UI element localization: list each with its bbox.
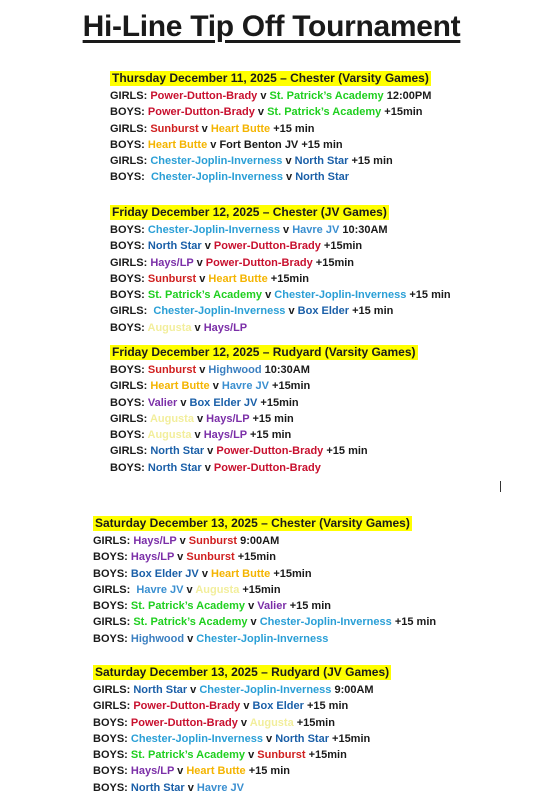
team-name: Havre JV [136,583,184,596]
versus-separator: v [207,138,220,151]
schedule-section [93,514,436,647]
versus-separator: v [245,749,258,762]
versus-separator: v [174,765,187,778]
team-name: Heart Butte [186,765,246,778]
versus-separator: v [177,396,190,409]
team-name: St. Patrick’s Academy [267,106,382,119]
game-division: BOYS: [93,781,131,794]
team-name: Sunburst [147,364,197,376]
game-division: BOYS: [110,171,151,184]
game-row [110,378,418,394]
versus-separator: v [184,632,197,645]
versus-separator: v [193,256,206,269]
versus-separator: v [201,240,214,253]
team-name: St. Patrick’s Academy [130,600,246,613]
versus-separator: v [262,289,275,302]
game-row [110,238,451,254]
team-name: Chester-Joplin-Inverness [153,305,286,318]
team-name: Fort Benton JV [219,138,299,151]
team-name: Augusta [195,583,240,596]
game-time: 12:00PM [383,90,432,102]
versus-separator: v [209,380,222,393]
versus-separator: v [183,583,196,596]
game-time: +15min [267,272,309,285]
game-row [110,169,431,185]
team-name: Sunburst [147,272,197,285]
game-time: +15min [239,583,281,596]
game-division: GIRLS: [93,535,134,547]
schedule-section [110,343,418,476]
game-division: BOYS: [93,765,131,778]
team-name: Chester-Joplin-Inverness [150,171,283,184]
versus-separator: v [184,781,197,794]
game-division: BOYS: [93,551,131,564]
game-division: GIRLS: [93,616,134,629]
team-name: Hays/LP [130,765,175,778]
team-name: Power-Dutton-Brady [213,240,321,253]
game-row [93,747,391,763]
game-time: +15 min [303,700,349,713]
section-header: Saturday December 13, 2025 – Chester (Varsity Games) [95,516,410,530]
game-division: BOYS: [93,732,131,745]
game-division: GIRLS: [110,305,154,318]
game-row [110,362,418,378]
team-name: St. Patrick’s Academy [130,749,246,762]
game-row [93,780,391,796]
versus-separator: v [198,122,211,135]
game-row [110,222,451,238]
team-name: North Star [133,684,188,696]
game-division: BOYS: [93,749,131,762]
game-division: BOYS: [110,289,148,302]
game-division: BOYS: [110,138,148,151]
section-header: Saturday December 13, 2025 – Rudyard (JV Games) [95,665,390,679]
game-division: GIRLS: [110,122,151,135]
versus-separator: v [191,321,204,334]
game-division: GIRLS: [110,90,151,102]
team-name: Valier [257,600,287,613]
team-name: Sunburst [188,535,238,547]
versus-separator: v [198,567,211,580]
game-time: +15 min [298,138,343,151]
versus-separator: v [204,445,217,458]
game-division: BOYS: [93,567,131,580]
team-name: Augusta [149,412,194,425]
game-division: BOYS: [110,272,148,285]
team-name: Sunburst [150,122,199,135]
team-name: Power-Dutton-Brady [150,90,258,102]
game-division: BOYS: [93,632,131,645]
game-division: GIRLS: [93,700,134,713]
game-row [93,763,391,779]
versus-separator: v [254,106,268,119]
versus-separator: v [191,429,204,442]
versus-separator: v [240,700,253,713]
team-name: Hays/LP [150,256,194,269]
team-name: North Star [147,461,202,474]
game-time: +15min [381,106,423,119]
game-row [110,427,418,443]
team-name: Sunburst [257,749,306,762]
game-time: +15min [305,749,347,762]
game-row [110,88,431,104]
game-time: +15 min [406,289,451,302]
team-name: North Star [130,781,185,794]
team-name: Heart Butte [211,567,271,580]
section-header: Friday December 12, 2025 – Chester (JV Games) [112,205,387,219]
team-name: Power-Dutton-Brady [147,106,255,119]
game-row [93,549,436,565]
page-title: Hi-Line Tip Off Tournament [82,10,461,43]
versus-separator: v [283,171,296,184]
team-name: Heart Butte [210,122,271,135]
team-name: Hays/LP [203,429,247,442]
team-name: Chester-Joplin-Inverness [196,632,329,645]
team-name: North Star [150,445,205,458]
team-name: Sunburst [186,551,235,564]
schedule-section [93,663,391,796]
versus-separator: v [193,412,207,425]
text-cursor [500,481,501,492]
game-time: +15 min [323,445,368,458]
team-name: Box Elder [297,305,350,318]
team-name: Hays/LP [133,535,177,547]
team-name: St. Patrick’s Academy [147,289,263,302]
team-name: St. Patrick’s Academy [133,616,248,629]
game-time: +15min [270,567,312,580]
game-row [93,682,391,698]
team-name: Hays/LP [203,321,248,334]
game-row [110,460,418,476]
game-division: BOYS: [110,429,148,442]
team-name: Heart Butte [208,272,268,285]
game-time: +15 min [391,616,437,629]
game-row [110,104,431,120]
team-name: Havre JV [196,781,245,794]
game-division: BOYS: [110,396,148,409]
versus-separator: v [174,551,187,564]
game-row [93,582,436,598]
team-name: Augusta [147,429,192,442]
team-name: Box Elder [252,700,304,713]
game-division: GIRLS: [93,583,137,596]
versus-separator: v [196,364,209,376]
game-time: 9:00AM [237,535,280,547]
game-row [93,614,436,630]
section-header: Thursday December 11, 2025 – Chester (Varsity Games) [112,71,429,85]
game-row [93,631,436,647]
game-time: +15 min [348,155,393,168]
team-name: Power-Dutton-Brady [213,461,321,474]
game-division: GIRLS: [110,256,151,269]
team-name: Hays/LP [206,412,250,425]
team-name: Power-Dutton-Brady [216,445,324,458]
team-name: Power-Dutton-Brady [133,700,241,713]
versus-separator: v [282,155,295,168]
team-name: Highwood [130,632,185,645]
game-row [110,137,431,153]
game-row [110,443,418,459]
game-row [93,598,436,614]
game-division: GIRLS: [93,684,134,696]
team-name: North Star [147,240,202,253]
game-row [110,121,431,137]
game-row [110,395,418,411]
versus-separator: v [187,684,200,696]
game-division: BOYS: [110,364,148,376]
game-time: +15min [234,551,276,564]
game-time: 10:30AM [261,364,310,376]
game-time: +15min [320,240,363,253]
versus-separator: v [196,272,209,285]
game-row [93,731,391,747]
team-name: Heart Butte [147,138,208,151]
team-name: Chester-Joplin-Inverness [150,155,283,168]
schedule-section [110,69,431,186]
schedule-section [110,203,451,336]
game-row [110,411,418,427]
game-time: +15min [257,396,299,409]
game-row [110,255,451,271]
team-name: Heart Butte [150,380,210,393]
game-division: GIRLS: [110,412,150,425]
game-time: +15 min [249,412,294,425]
team-name: Augusta [147,321,192,334]
game-row [110,287,451,303]
versus-separator: v [245,600,258,613]
game-division: BOYS: [93,600,131,613]
versus-separator: v [257,90,270,102]
game-time: +15min [312,256,355,269]
team-name: Power-Dutton-Brady [130,716,238,729]
game-time: +15 min [286,600,331,613]
game-division: GIRLS: [110,380,151,393]
versus-separator: v [176,535,189,547]
team-name: Chester-Joplin-Inverness [274,289,407,302]
team-name: Power-Dutton-Brady [205,256,313,269]
versus-separator: v [279,224,293,236]
game-time: +15min [293,716,335,729]
team-name: Chester-Joplin-Inverness [130,732,263,745]
game-division: BOYS: [110,224,148,236]
team-name: Box Elder JV [189,396,258,409]
game-time: +15 min [349,305,394,318]
team-name: Havre JV [221,380,269,393]
section-header: Friday December 12, 2025 – Rudyard (Varsity Games) [112,345,416,359]
team-name: Augusta [249,716,294,729]
game-time: 9:00AM [331,684,374,696]
game-time: +15 min [245,765,290,778]
versus-separator: v [247,616,260,629]
game-division: BOYS: [110,106,148,119]
game-time: 10:30AM [339,224,388,236]
game-division: GIRLS: [110,155,151,168]
team-name: North Star [275,732,329,745]
game-row [93,698,391,714]
game-row [93,715,391,731]
team-name: Havre JV [292,224,340,236]
game-division: BOYS: [110,321,148,334]
team-name: Hays/LP [130,551,175,564]
game-row [110,320,451,336]
versus-separator: v [237,716,250,729]
game-row [110,303,451,319]
team-name: Box Elder JV [130,567,199,580]
game-row [110,153,431,169]
versus-separator: v [201,461,214,474]
game-time: +15 min [270,122,315,135]
game-division: BOYS: [93,716,131,729]
team-name: Highwood [208,364,262,376]
game-division: BOYS: [110,461,148,474]
team-name: North Star [294,155,349,168]
versus-separator: v [285,305,298,318]
team-name: North Star [295,171,350,184]
team-name: St. Patrick’s Academy [269,90,384,102]
versus-separator: v [262,732,276,745]
team-name: Chester-Joplin-Inverness [147,224,280,236]
game-time: +15min [268,380,311,393]
team-name: Valier [147,396,178,409]
game-time: +15min [328,732,371,745]
game-division: GIRLS: [110,445,151,458]
game-row [93,533,436,549]
game-row [93,566,436,582]
team-name: Chester-Joplin-Inverness [199,684,332,696]
game-division: BOYS: [110,240,148,253]
team-name: Chester-Joplin-Inverness [259,616,392,629]
game-row [110,271,451,287]
game-time: +15 min [246,429,292,442]
